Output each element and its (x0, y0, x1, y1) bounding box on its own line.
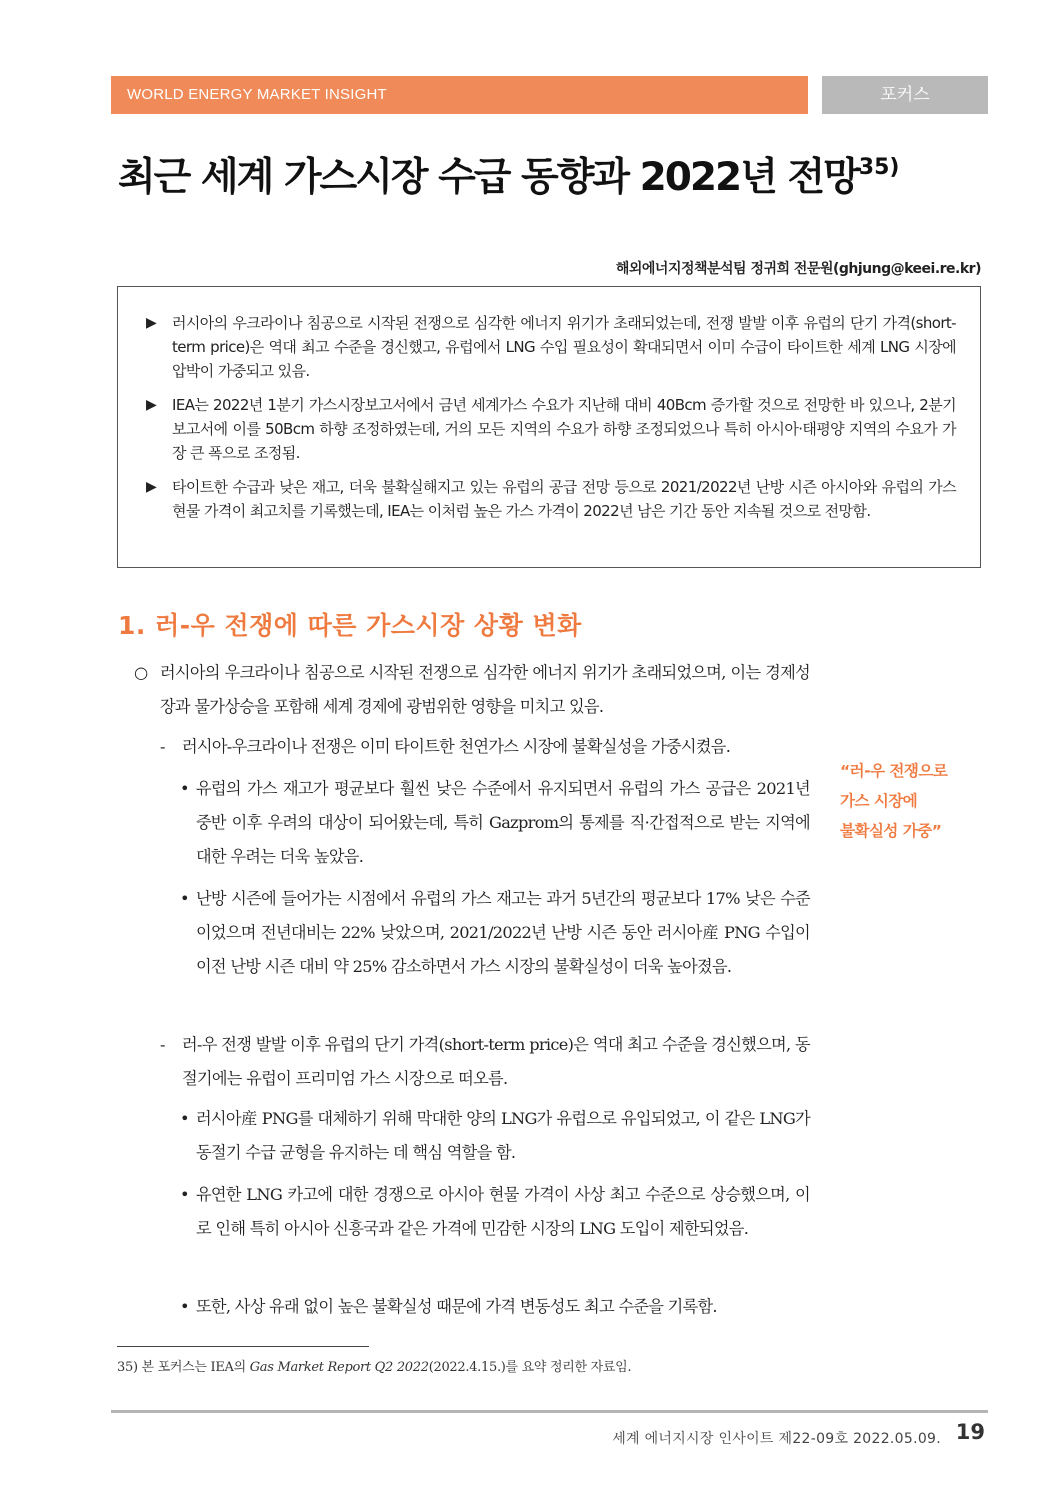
summary-item (146, 475, 956, 523)
triangle-bullet-icon: ▶ (146, 479, 157, 495)
dash-bullet-icon: - (160, 1035, 165, 1054)
summary-item (146, 311, 956, 383)
footnote-prefix: 35) 본 포커스는 IEA의 (117, 1360, 250, 1375)
dot-text: 유연한 LNG 카고에 대한 경쟁으로 아시아 현물 가격이 사상 최고 수준으로 상승했으며, 이로 인해 특히 아시아 신흥국과 같은 가격에 민감한 시장의 LNG 도입이 제한되었음. (196, 1185, 810, 1238)
dot-item (180, 1290, 810, 1324)
summary-item (146, 393, 956, 465)
summary-text: 타이트한 수급과 낮은 재고, 더욱 불확실해지고 있는 유럽의 공급 전망 등으로 2021/2022년 난방 시즌 아시아와 유럽의 가스 현물 가격이 최고치를 기록했는데, IEA는 이처럼 높은 가스 가격이 2022년 남은 기간 동안 지속될 것으로 전망함. (172, 478, 956, 520)
pull-quote (840, 756, 980, 846)
dot-text: 난방 시즌에 들어가는 시점에서 유럽의 가스 재고는 과거 5년간의 평균보다 17% 낮은 수준이었으며 전년대비는 22% 낮았으며, 2021/2022년 난방 시즌 동안 러시아産 PNG 수입이 이전 난방 시즌 대비 약 25% 감소하면서 가스 시장의 불확실성이 더욱 높아졌음. (196, 889, 810, 976)
dot-item (180, 882, 810, 984)
dot-text: 러시아産 PNG를 대체하기 위해 막대한 양의 LNG가 유럽으로 유입되었고, 이 같은 LNG가 동절기 수급 균형을 유지하는 데 핵심 역할을 함. (196, 1109, 810, 1162)
pull-quote-line: 불확실성 가중” (840, 822, 942, 840)
dot-bullet-icon: • (180, 779, 189, 798)
dash-item (160, 1028, 810, 1096)
triangle-bullet-icon: ▶ (146, 315, 157, 331)
dash-bullet-icon: - (160, 737, 165, 756)
summary-box (117, 286, 981, 568)
dot-item (180, 1102, 810, 1170)
dot-text: 또한, 사상 유래 없이 높은 불확실성 때문에 가격 변동성도 최고 수준을 기록함. (196, 1297, 717, 1316)
summary-text: IEA는 2022년 1분기 가스시장보고서에서 금년 세계가스 수요가 지난해 대비 40Bcm 증가할 것으로 전망한 바 있으나, 2분기 보고서에 이를 50Bcm 하향 조정하였는데, 거의 모든 지역의 수요가 하향 조정되었으나 특히 아시아·태평양 지역의 수요가 가장 큰 폭으로 조정됨. (172, 396, 956, 462)
footer-divider (111, 1410, 988, 1413)
pull-quote-line: 가스 시장에 (840, 792, 918, 810)
body-paragraph (134, 656, 810, 724)
section-tag: 포커스 (822, 76, 988, 114)
author-line: 해외에너지정책분석팀 정귀희 전문원(ghjung@keei.re.kr) (615, 261, 981, 277)
circle-bullet-icon: ○ (134, 663, 148, 682)
pull-quote-line: “러-우 전쟁으로 (840, 762, 948, 780)
dash-item (160, 730, 810, 764)
dot-bullet-icon: • (180, 1185, 189, 1204)
page-title (118, 146, 899, 202)
page-title-text: 최근 세계 가스시장 수급 동향과 2022년 전망 (118, 155, 859, 200)
dot-bullet-icon: • (180, 1297, 189, 1316)
section-heading: 1. 러-우 전쟁에 따른 가스시장 상황 변화 (118, 611, 582, 640)
footnote-divider (117, 1346, 369, 1347)
dot-item (180, 1178, 810, 1246)
series-banner: WORLD ENERGY MARKET INSIGHT (111, 76, 808, 114)
paragraph-text: 러시아의 우크라이나 침공으로 시작된 전쟁으로 심각한 에너지 위기가 초래되었으며, 이는 경제성장과 물가상승을 포함해 세계 경제에 광범위한 영향을 미치고 있음. (160, 663, 810, 716)
dash-text: 러시아-우크라이나 전쟁은 이미 타이트한 천연가스 시장에 불확실성을 가중시켰음. (182, 737, 731, 756)
dot-bullet-icon: • (180, 889, 189, 908)
footnote (117, 1356, 631, 1375)
dash-text: 러-우 전쟁 발발 이후 유럽의 단기 가격(short-term price)은 역대 최고 수준을 경신했으며, 동절기에는 유럽이 프리미엄 가스 시장으로 떠오름. (182, 1035, 810, 1088)
dot-text: 유럽의 가스 재고가 평균보다 훨씬 낮은 수준에서 유지되면서 유럽의 가스 공급은 2021년 중반 이후 우려의 대상이 되어왔는데, 특히 Gazprom의 통제를 직·간접적으로 받는 지역에 대한 우려는 더욱 높았음. (196, 779, 810, 866)
footnote-suffix: (2022.4.15.)를 요약 정리한 자료임. (428, 1360, 632, 1375)
dot-item (180, 772, 810, 874)
title-footnote-ref[interactable]: 35) (858, 155, 900, 180)
summary-text: 러시아의 우크라이나 침공으로 시작된 전쟁으로 심각한 에너지 위기가 초래되었는데, 전쟁 발발 이후 유럽의 단기 가격(short-term price)은 역대 최고 수준을 경신했고, 유럽에서 LNG 수입 필요성이 확대되면서 이미 수급이 타이트한 세계 LNG 시장에 압박이 가중되고 있음. (172, 314, 956, 380)
dot-bullet-icon: • (180, 1109, 189, 1128)
triangle-bullet-icon: ▶ (146, 397, 157, 413)
footer-publication: 세계 에너지시장 인사이트 제22-09호 2022.05.09. (612, 1431, 941, 1447)
page-number: 19 (955, 1420, 985, 1444)
footnote-report-title: Gas Market Report Q2 2022 (249, 1360, 429, 1375)
